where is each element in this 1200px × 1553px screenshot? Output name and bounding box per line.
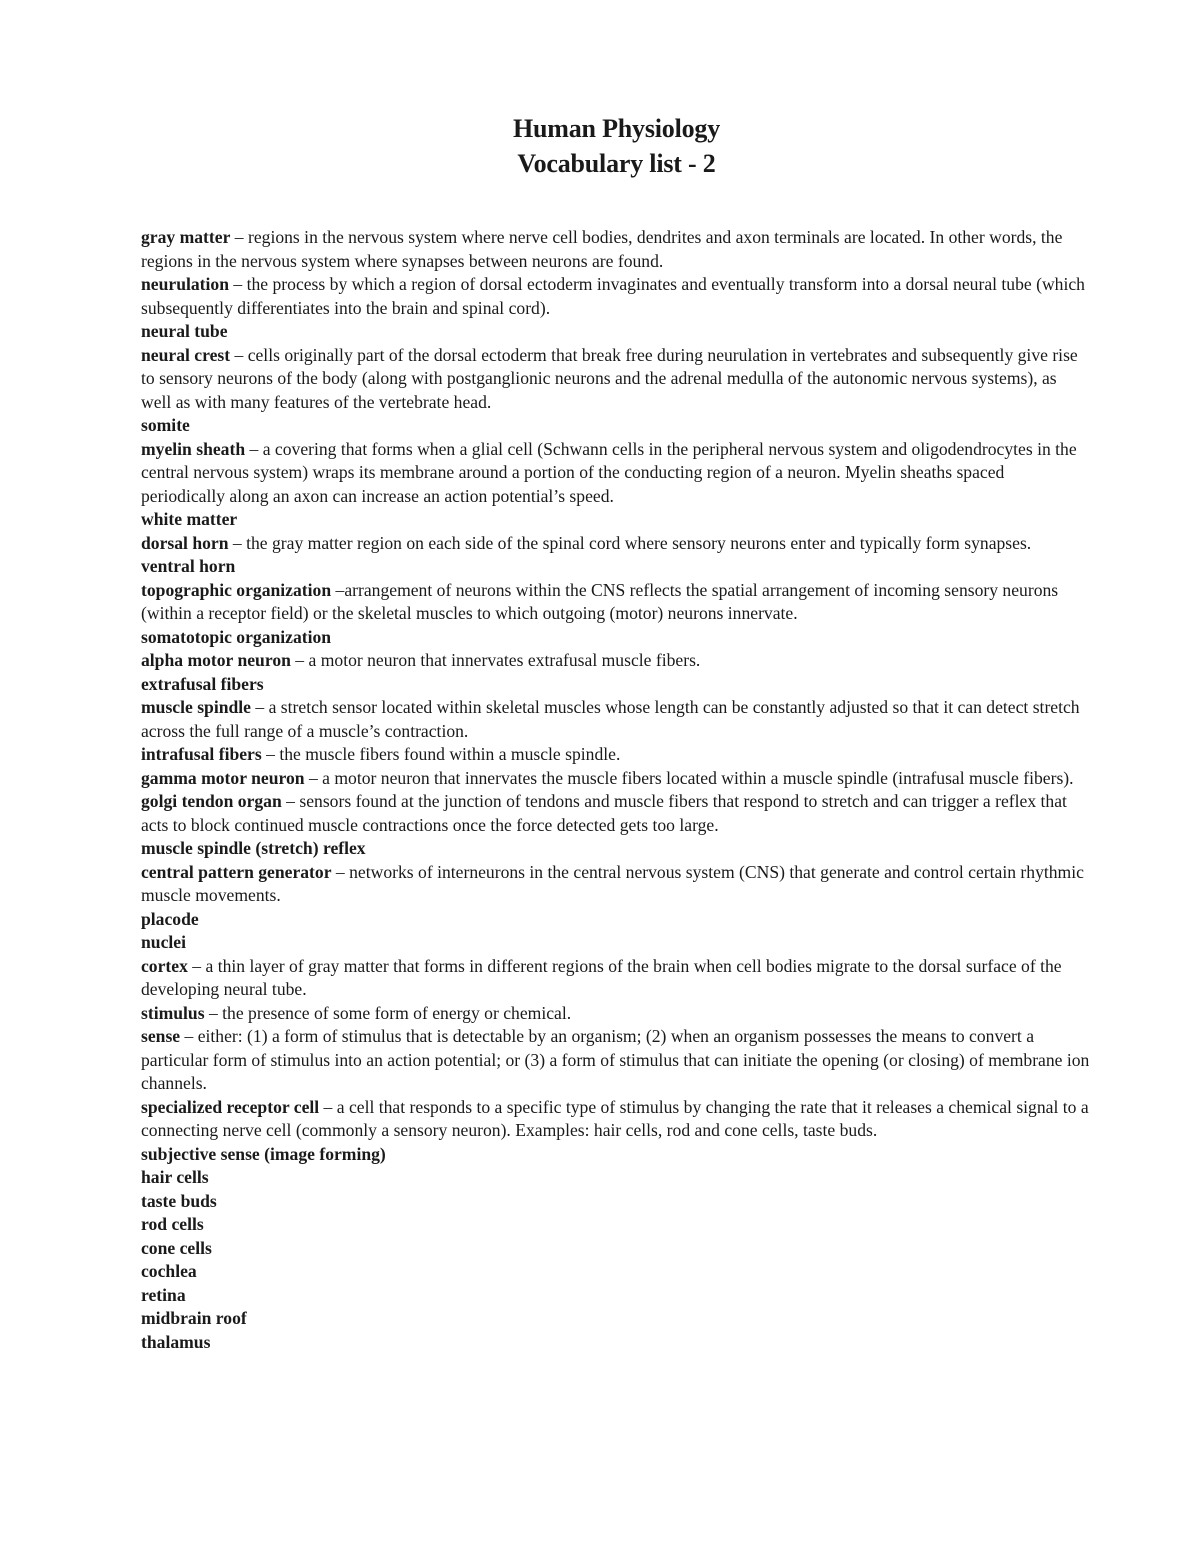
vocab-definition: sensors found at the junction of tendons and muscle fibers that respond to stretch and can trigger a reflex that acts to block continued muscle contractions once the force detected gets too large. — [141, 791, 1067, 835]
vocab-separator: – — [319, 1096, 337, 1117]
vocab-term: cone cells — [141, 1237, 212, 1258]
vocab-definition: a motor neuron that innervates the muscle fibers located within a muscle spindle (intrafusal muscle fibers). — [322, 767, 1074, 788]
vocab-separator: – — [281, 791, 300, 811]
vocab-term: rod cells — [141, 1214, 204, 1234]
vocab-separator: – — [261, 744, 280, 764]
vocab-term: intrafusal fibers — [141, 744, 262, 764]
vocab-term: neural crest — [141, 344, 231, 365]
title-block — [0, 111, 1200, 181]
vocab-entry — [141, 1025, 1091, 1096]
vocab-term: thalamus — [141, 1331, 211, 1352]
vocab-term: muscle spindle (stretch) reflex — [141, 838, 366, 858]
vocab-entry — [141, 1096, 1091, 1143]
vocab-entry — [141, 861, 1091, 908]
vocab-entry — [141, 320, 1091, 344]
vocab-separator: – — [230, 227, 248, 247]
vocab-term: stimulus — [141, 1002, 205, 1023]
vocab-term: dorsal horn — [141, 532, 229, 553]
vocab-separator: – — [304, 767, 323, 788]
vocab-term: hair cells — [141, 1167, 209, 1187]
document-subtitle: Vocabulary list - 2 — [517, 149, 716, 178]
vocab-term: sense — [141, 1026, 181, 1046]
vocab-term: neurulation — [141, 274, 229, 294]
vocab-term: alpha motor neuron — [141, 650, 291, 670]
vocab-entry — [141, 790, 1091, 837]
vocab-entry — [141, 555, 1091, 579]
vocab-entry — [141, 1307, 1091, 1331]
vocab-term: golgi tendon organ — [141, 791, 282, 811]
vocab-term: cochlea — [141, 1261, 197, 1281]
vocab-entry — [141, 1237, 1091, 1261]
vocab-separator: – — [204, 1002, 223, 1023]
vocab-entry — [141, 837, 1091, 861]
vocab-term: nuclei — [141, 932, 186, 952]
vocab-term: gamma motor neuron — [141, 767, 305, 788]
vocab-entry — [141, 1190, 1091, 1214]
vocab-term: neural tube — [141, 321, 228, 341]
vocab-entry — [141, 1260, 1091, 1284]
vocab-entry — [141, 532, 1091, 556]
vocab-term: ventral horn — [141, 556, 236, 576]
vocab-term: myelin sheath — [141, 438, 246, 459]
vocab-entry — [141, 1331, 1091, 1355]
vocab-term: white matter — [141, 509, 238, 529]
vocab-definition: a cell that responds to a specific type of stimulus by changing the rate that it releases a chemical signal to a connecting nerve cell (commonly a sensory neuron). Examples: hair cells, rod and cone cells, taste buds. — [141, 1096, 1089, 1140]
vocab-term: topographic organization — [141, 579, 332, 600]
vocab-entry — [141, 1002, 1091, 1026]
vocab-term: somite — [141, 415, 190, 435]
vocab-separator: – — [250, 697, 269, 717]
vocab-term: placode — [141, 908, 199, 929]
vocab-term: extrafusal fibers — [141, 673, 264, 694]
vocab-entry — [141, 649, 1091, 673]
vocab-term: gray matter — [141, 227, 231, 247]
vocab-entry — [141, 1213, 1091, 1237]
vocab-definition: a thin layer of gray matter that forms in different regions of the brain when cell bodies migrate to the dorsal surface of the developing neural tube. — [141, 955, 1062, 999]
vocab-entry — [141, 226, 1091, 273]
vocab-definition: networks of interneurons in the central nervous system (CNS) that generate and control certain rhythmic muscle movements. — [141, 861, 1084, 905]
vocab-separator: – — [331, 861, 350, 882]
vocab-entry — [141, 767, 1091, 791]
vocab-definition: regions in the nervous system where nerve cell bodies, dendrites and axon terminals are located. In other words, the regions in the nervous system where synapses between neurons are found. — [141, 227, 1063, 271]
vocab-definition: cells originally part of the dorsal ectoderm that break free during neurulation in vertebrates and subsequently give rise to sensory neurons of the body (along with postganglionic neurons and the adrenal medulla of the autonomic nervous systems), as well as with many features of the vertebrate head. — [141, 344, 1078, 412]
vocab-term: midbrain roof — [141, 1308, 247, 1328]
vocab-definition: the process by which a region of dorsal ectoderm invaginates and eventually transform into a dorsal neural tube (which subsequently differentiates into the brain and spinal cord). — [141, 274, 1085, 318]
vocab-separator: – — [331, 579, 345, 600]
vocab-entry — [141, 673, 1091, 697]
vocab-separator: – — [228, 532, 247, 553]
vocab-term: somatotopic organization — [141, 626, 332, 647]
vocab-entry — [141, 908, 1091, 932]
vocab-entry — [141, 696, 1091, 743]
vocab-entry — [141, 626, 1091, 650]
vocab-entry — [141, 955, 1091, 1002]
vocab-entry — [141, 931, 1091, 955]
vocab-term: retina — [141, 1284, 186, 1305]
vocab-term: cortex — [141, 955, 188, 976]
vocab-separator: – — [245, 438, 263, 459]
vocab-entry — [141, 743, 1091, 767]
vocab-definition: either: (1) a form of stimulus that is detectable by an organism; (2) when an organism possesses the means to convert a particular form of stimulus into an action potential; or (3) a form of stimulus that can initiate the opening (or closing) of membrane ion channels. — [141, 1026, 1090, 1093]
vocab-entry — [141, 1166, 1091, 1190]
vocab-definition: a stretch sensor located within skeletal muscles whose length can be constantly adjusted so that it can detect stretch across the full range of a muscle’s contraction. — [141, 697, 1080, 741]
vocab-term: muscle spindle — [141, 697, 251, 717]
vocab-term: central pattern generator — [141, 861, 332, 882]
vocab-definition: the gray matter region on each side of the spinal cord where sensory neurons enter and typically form synapses. — [246, 532, 1032, 553]
vocab-separator: – — [180, 1026, 198, 1046]
vocab-definition: a covering that forms when a glial cell (Schwann cells in the peripheral nervous system and oligodendrocytes in the central nervous system) wraps its membrane around a portion of the conducting region of a neuron. Myelin sheaths spaced periodically along an axon can increase an action potential’s speed. — [141, 438, 1077, 506]
vocab-entry — [141, 414, 1091, 438]
vocab-separator: – — [290, 650, 309, 670]
vocab-entry — [141, 438, 1091, 509]
vocab-separator: – — [230, 344, 248, 365]
vocab-definition: a motor neuron that innervates extrafusal muscle fibers. — [308, 650, 701, 670]
vocab-definition: the presence of some form of energy or chemical. — [222, 1002, 572, 1023]
vocab-entry — [141, 1143, 1091, 1167]
vocab-term: subjective sense (image forming) — [141, 1143, 386, 1164]
vocab-entry — [141, 344, 1091, 415]
vocab-entry — [141, 579, 1091, 626]
vocab-separator: – — [187, 955, 206, 976]
vocab-entry — [141, 508, 1091, 532]
vocab-definition: arrangement of neurons within the CNS reflects the spatial arrangement of incoming sensory neurons (within a receptor field) or the skeletal muscles to which outgoing (motor) neurons innervate. — [141, 579, 1059, 623]
vocab-separator: – — [229, 274, 247, 294]
vocab-entry — [141, 1284, 1091, 1308]
vocab-definition: the muscle fibers found within a muscle spindle. — [279, 744, 621, 764]
vocab-entry — [141, 273, 1091, 320]
document-title: Human Physiology — [512, 114, 720, 143]
vocabulary-list — [141, 226, 1091, 1354]
vocab-term: taste buds — [141, 1190, 217, 1211]
vocab-term: specialized receptor cell — [141, 1096, 320, 1117]
